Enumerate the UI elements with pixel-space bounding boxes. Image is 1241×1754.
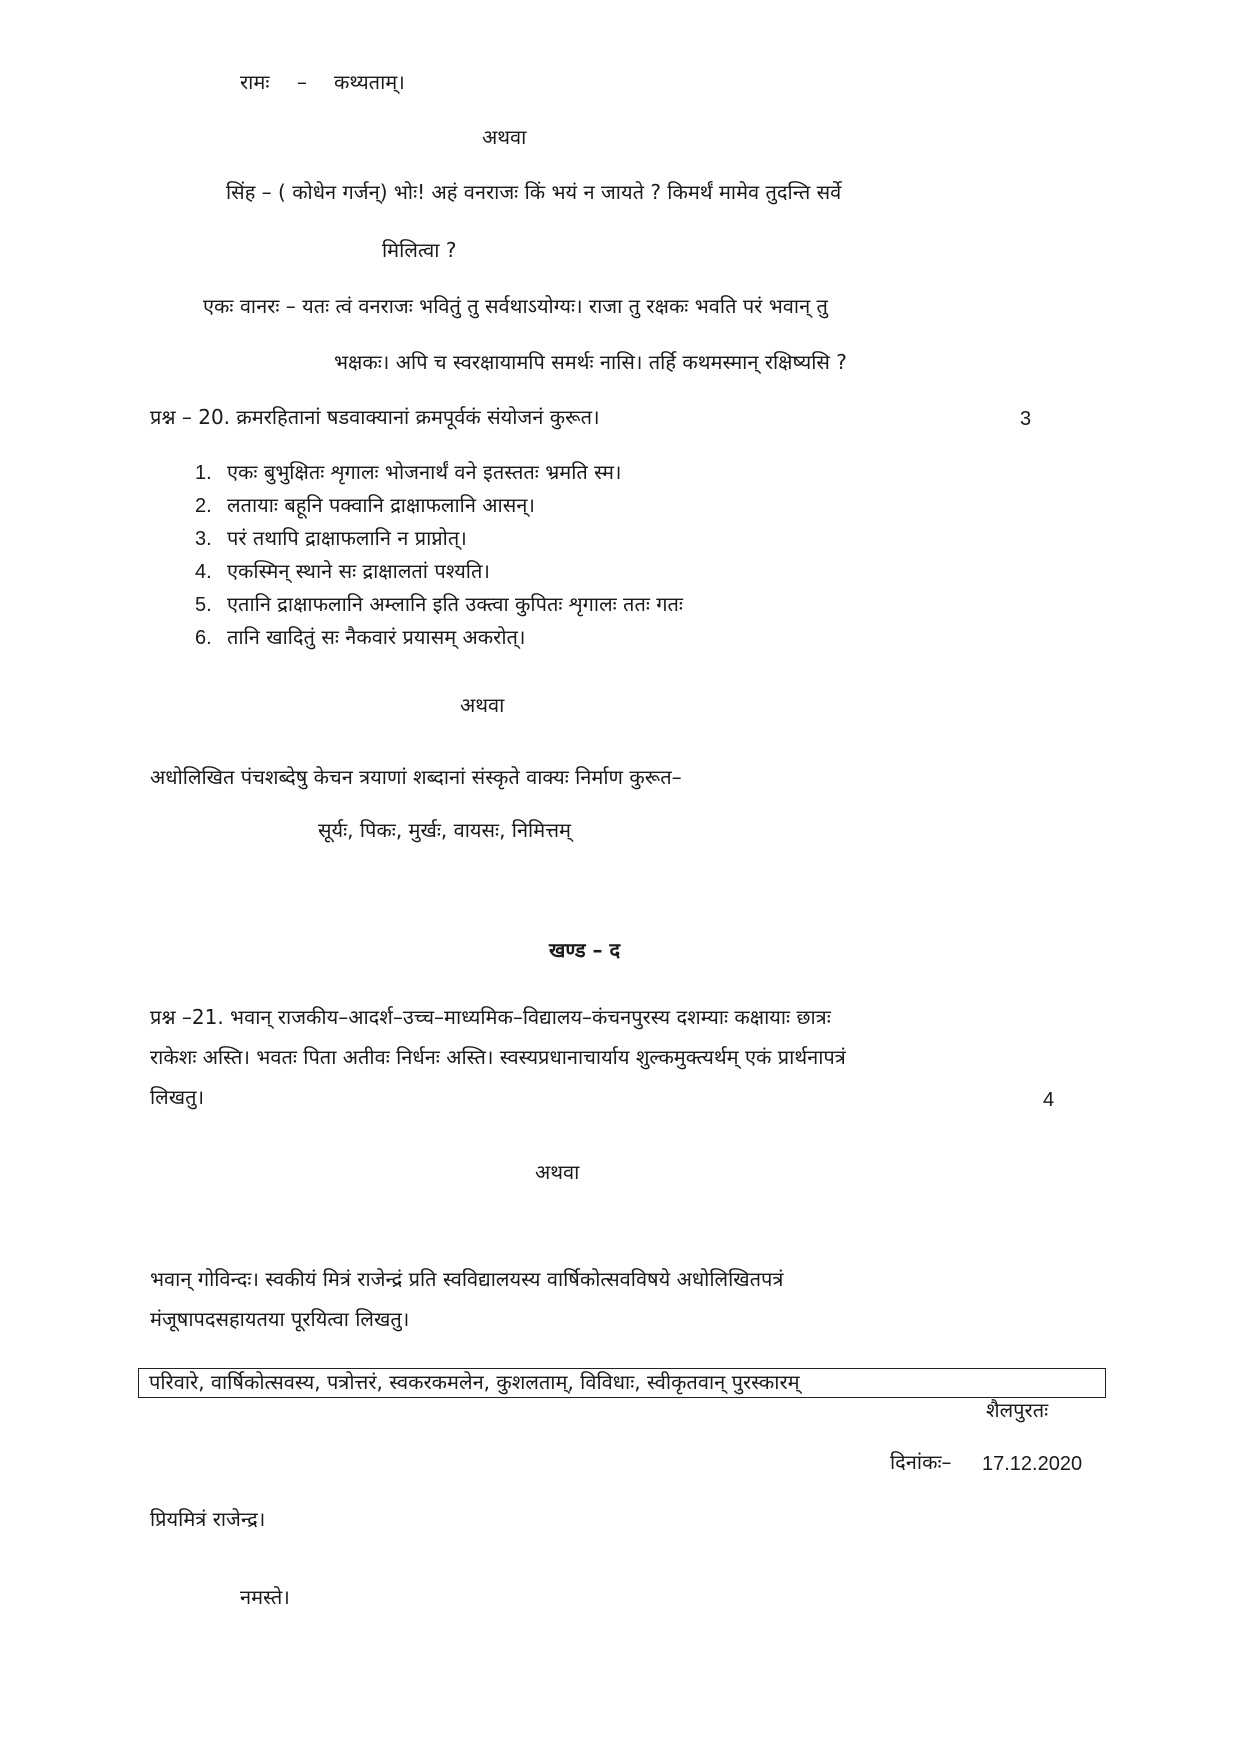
item-number: 1. — [195, 462, 212, 484]
letter-date-value: 17.12.2020 — [982, 1453, 1083, 1475]
list-item — [195, 460, 1095, 493]
sentence-task-words: सूर्यः, पिकः, मुर्खः, वायसः, निमित्तम् — [318, 818, 571, 842]
speaker-rama: रामः — [240, 70, 270, 94]
or-label-3: अथवा — [535, 1160, 580, 1184]
item-text: परं तथापि द्राक्षाफलानि न प्राप्नोत्। — [227, 526, 467, 550]
letter-place: शैलपुरतः — [986, 1398, 1049, 1422]
question-21-line-1: प्रश्न –21. भवान् राजकीय–आदर्श–उच्च–माध्यमिक–विद्यालय–कंचनपुरस्य दशम्याः कक्षायाः छात्रः — [150, 1005, 831, 1029]
list-item — [195, 625, 1095, 658]
item-number: 3. — [195, 528, 212, 550]
item-text: एकस्मिन् स्थाने सः द्राक्षालतां पश्यति। — [227, 559, 490, 583]
question-20-text: प्रश्न – 20. क्रमरहितानां षडवाक्यानां क्रमपूर्वकं संयोजनं कुरूत। — [150, 405, 600, 429]
item-text: एकः बुभुक्षितः शृगालः भोजनार्थं वने इतस्ततः भ्रमति स्म। — [227, 460, 622, 484]
question-21-line-2: राकेशः अस्ति। भवतः पिता अतीवः निर्धनः अस्ति। स्वस्यप्रधानाचार्याय शुल्कमुक्त्यर्थम् एकं प्रार्थनापत्रं — [150, 1045, 846, 1069]
question-20-marks: 3 — [1020, 408, 1032, 430]
letter-greeting: नमस्ते। — [240, 1585, 290, 1609]
letter-task-line-1: भवान् गोविन्दः। स्वकीयं मित्रं राजेन्द्रं प्रति स्वविद्यालयस्य वार्षिकोत्सवविषये अधोलिखितपत्रं — [150, 1267, 784, 1291]
or-label-2: अथवा — [460, 693, 505, 717]
item-number: 2. — [195, 495, 212, 517]
lion-line-2: मिलित्वा ? — [382, 238, 457, 262]
item-number: 4. — [195, 561, 212, 583]
speaker-dash: – — [297, 70, 307, 94]
word-box: परिवारे, वार्षिकोत्सवस्य, पत्रोत्तरं, स्वकरकमलेन, कुशलताम्, विविधाः, स्वीकृतवान् पुरस्कारम् — [138, 1368, 1106, 1398]
item-text: एतानि द्राक्षाफलानि अम्लानि इति उक्त्वा कुपितः शृगालः ततः गतः — [227, 592, 683, 616]
reorder-sentence-list — [195, 460, 1095, 658]
lion-line-1: सिंह – ( कोधेन गर्जन्) भोः! अहं वनराजः किं भयं न जायते ? किमर्थं मामेव तुदन्ति सर्वे — [226, 180, 842, 204]
rama-line: कथ्यताम्। — [334, 70, 405, 94]
list-item — [195, 526, 1095, 559]
item-number: 5. — [195, 594, 212, 616]
sentence-task-instruction: अधोलिखित पंचशब्देषु केचन त्रयाणां शब्दानां संस्कृते वाक्यः निर्माण कुरूत– — [150, 765, 682, 789]
item-number: 6. — [195, 627, 212, 649]
question-21-marks: 4 — [1043, 1089, 1055, 1111]
letter-salutation: प्रियमित्रं राजेन्द्र। — [150, 1507, 266, 1531]
item-text: लतायाः बहूनि पक्वानि द्राक्षाफलानि आसन्। — [227, 493, 535, 517]
monkey-line-1: एकः वानरः – यतः त्वं वनराजः भवितुं तु सर्वथाऽयोग्यः। राजा तु रक्षकः भवति परं भवान् तु — [203, 294, 828, 318]
question-21-line-3: लिखतु। — [150, 1085, 205, 1109]
section-heading: खण्ड – द — [549, 938, 621, 962]
list-item — [195, 559, 1095, 592]
monkey-line-2: भक्षकः। अपि च स्वरक्षायामपि समर्थः नासि। तर्हि कथमस्मान् रक्षिष्यसि ? — [334, 350, 847, 374]
letter-date-label: दिनांकः– — [890, 1450, 952, 1474]
letter-task-line-2: मंजूषापदसहायतया पूरयित्वा लिखतु। — [150, 1307, 410, 1331]
list-item — [195, 592, 1095, 625]
item-text: तानि खादितुं सः नैकवारं प्रयासम् अकरोत्। — [227, 625, 526, 649]
or-label-1: अथवा — [482, 125, 527, 149]
list-item — [195, 493, 1095, 526]
